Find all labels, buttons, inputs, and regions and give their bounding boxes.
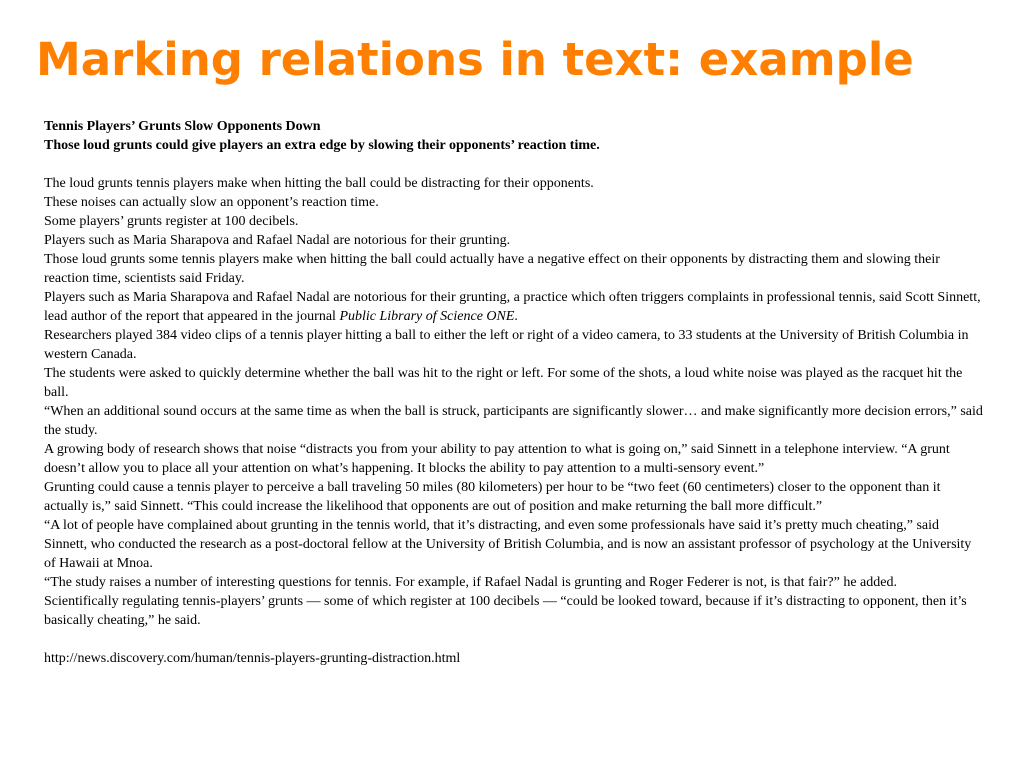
summary-line: The loud grunts tennis players make when hitting the ball could be distracting for their opponents. [44,176,594,191]
slide-title: Marking relations in text: example [36,33,914,86]
body-paragraph: “The study raises a number of interesting questions for tennis. For example, if Rafael Nadal is grunting and Roger Federer is not, is that fair?” he added. [44,575,897,590]
summary-line: Some players’ grunts register at 100 decibels. [44,214,299,229]
body-paragraph: “A lot of people have complained about grunting in the tennis world, that it’s distracting, and even some professionals have said it’s pretty much cheating,” said Sinnett, who conducted the research as a post-doctoral fellow at the University of British Columbia, and is now an assistant professor of psychology at the University of Hawaii at Mnoa. [44,518,972,571]
body-text: Players such as Maria Sharapova and Rafael Nadal are notorious for their grunting, a practice which often triggers complaints in professional tennis, said Scott Sinnett, lead author of the report that appeared in the journal [44,290,981,324]
article [44,117,984,668]
summary-line: These noises can actually slow an opponent’s reaction time. [44,195,379,210]
body-paragraph: The students were asked to quickly determine whether the ball was hit to the right or left. For some of the shots, a loud white noise was played as the racquet hit the ball. [44,366,963,400]
paragraph-gap [44,630,984,649]
body-paragraph: A growing body of research shows that noise “distracts you from your ability to pay attention to what is going on,” said Sinnett in a telephone interview. “A grunt doesn’t allow you to place all your attention on what’s happening. It blocks the ability to pay attention to a multi-sensory event.” [44,442,950,476]
article-subhead: Those loud grunts could give players an extra edge by slowing their opponents’ reaction time. [44,138,600,153]
article-headline: Tennis Players’ Grunts Slow Opponents Down [44,119,321,134]
body-paragraph: Scientifically regulating tennis-players’ grunts — some of which register at 100 decibels — “could be looked toward, because if it’s distracting to opponent, then it’s basically cheating,” he said. [44,594,967,628]
paragraph-gap [44,155,984,174]
body-paragraph: “When an additional sound occurs at the same time as when the ball is struck, participants are significantly slower… and make significantly more decision errors,” said the study. [44,404,983,438]
source-url: http://news.discovery.com/human/tennis-players-grunting-distraction.html [44,651,461,666]
body-paragraph-journal [44,288,984,326]
summary-line: Players such as Maria Sharapova and Rafael Nadal are notorious for their grunting. [44,233,511,248]
body-paragraph: Those loud grunts some tennis players make when hitting the ball could actually have a negative effect on their opponents by distracting them and slowing their reaction time, scientists said Friday. [44,252,940,286]
body-text: . [514,309,518,324]
body-paragraph: Grunting could cause a tennis player to perceive a ball traveling 50 miles (80 kilometers) per hour to be “two feet (60 centimeters) closer to the opponent than it actually is,” said Sinnett. “This could increase the likelihood that opponents are out of position and make returning the ball more difficult.” [44,480,941,514]
body-paragraph: Researchers played 384 video clips of a tennis player hitting a ball to either the left or right of a video camera, to 33 students at the University of British Columbia in western Canada. [44,328,969,362]
journal-name: Public Library of Science ONE [339,309,515,324]
